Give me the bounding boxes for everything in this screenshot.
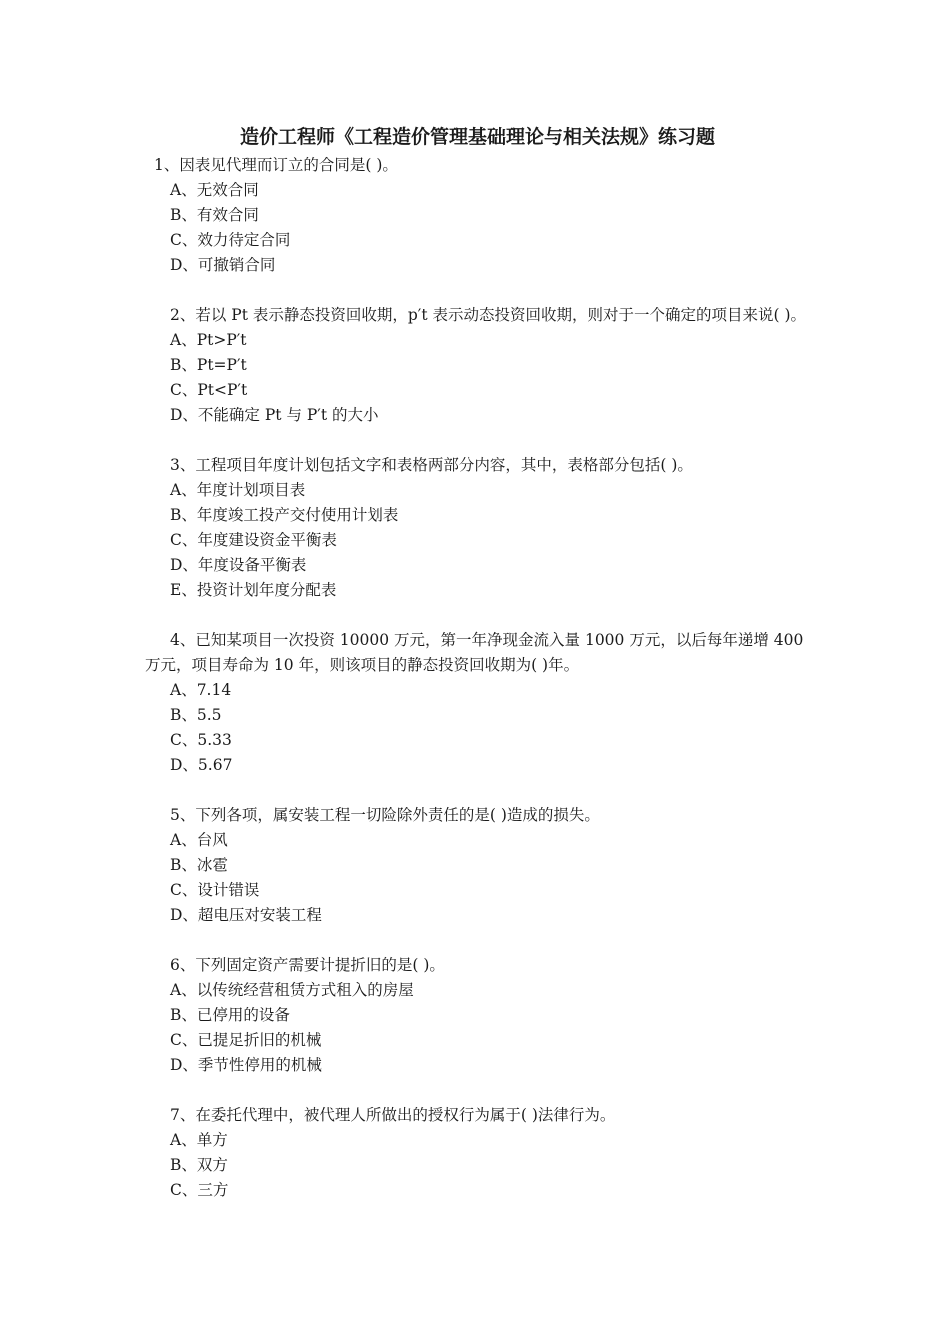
option-a: A、7.14 (170, 681, 232, 699)
option-d: D、年度设备平衡表 (170, 556, 307, 574)
option-b: B、有效合同 (170, 206, 259, 224)
option-c: C、年度建设资金平衡表 (170, 531, 337, 549)
option-e: E、投资计划年度分配表 (170, 581, 337, 599)
question-7 (145, 1103, 810, 1203)
option-b: B、5.5 (170, 706, 222, 724)
question-3 (145, 453, 810, 603)
option-a: A、单方 (170, 1131, 228, 1149)
option-c: C、Pt<P′t (170, 381, 248, 399)
option-a: A、年度计划项目表 (170, 481, 306, 499)
option-c: C、5.33 (170, 731, 232, 749)
option-c: C、已提足折旧的机械 (170, 1031, 322, 1049)
option-b: B、双方 (170, 1156, 228, 1174)
document-title: 造价工程师《工程造价管理基础理论与相关法规》练习题 (239, 126, 715, 148)
option-d: D、季节性停用的机械 (170, 1056, 322, 1074)
option-d: D、不能确定 Pt 与 P′t 的大小 (170, 406, 379, 424)
question-2 (145, 303, 810, 428)
option-b: B、冰雹 (170, 856, 228, 874)
question-1 (145, 153, 810, 278)
option-c: C、效力待定合同 (170, 231, 291, 249)
question-4 (145, 628, 810, 778)
question-stem: 7、在委托代理中，被代理人所做出的授权行为属于( )法律行为。 (170, 1106, 616, 1124)
option-d: D、5.67 (170, 756, 233, 774)
question-5 (145, 803, 810, 928)
question-stem: 2、若以 Pt 表示静态投资回收期，p′t 表示动态投资回收期，则对于一个确定的项目来说( )。 (170, 306, 806, 324)
option-a: A、台风 (170, 831, 228, 849)
option-b: B、年度竣工投产交付使用计划表 (170, 506, 399, 524)
question-stem: 5、下列各项，属安装工程一切险除外责任的是( )造成的损失。 (170, 806, 600, 824)
option-c: C、设计错误 (170, 881, 260, 899)
option-a: A、以传统经营租赁方式租入的房屋 (170, 981, 414, 999)
option-a: A、Pt>P′t (170, 331, 247, 349)
option-d: D、超电压对安装工程 (170, 906, 322, 924)
question-stem: 4、已知某项目一次投资 10000 万元，第一年净现金流入量 1000 万元，以后每年递增 400 万元，项目寿命为 10 年，则该项目的静态投资回收期为( )年。 (145, 631, 804, 674)
option-a: A、无效合同 (170, 181, 259, 199)
document-page (145, 121, 810, 1203)
question-stem: 3、工程项目年度计划包括文字和表格两部分内容，其中，表格部分包括( )。 (170, 456, 693, 474)
option-b: B、Pt=P′t (170, 356, 247, 374)
question-stem: 1、因表见代理而订立的合同是( )。 (154, 156, 398, 174)
option-c: C、三方 (170, 1181, 229, 1199)
option-d: D、可撤销合同 (170, 256, 276, 274)
option-b: B、已停用的设备 (170, 1006, 290, 1024)
question-stem: 6、下列固定资产需要计提折旧的是( )。 (170, 956, 445, 974)
question-6 (145, 953, 810, 1078)
